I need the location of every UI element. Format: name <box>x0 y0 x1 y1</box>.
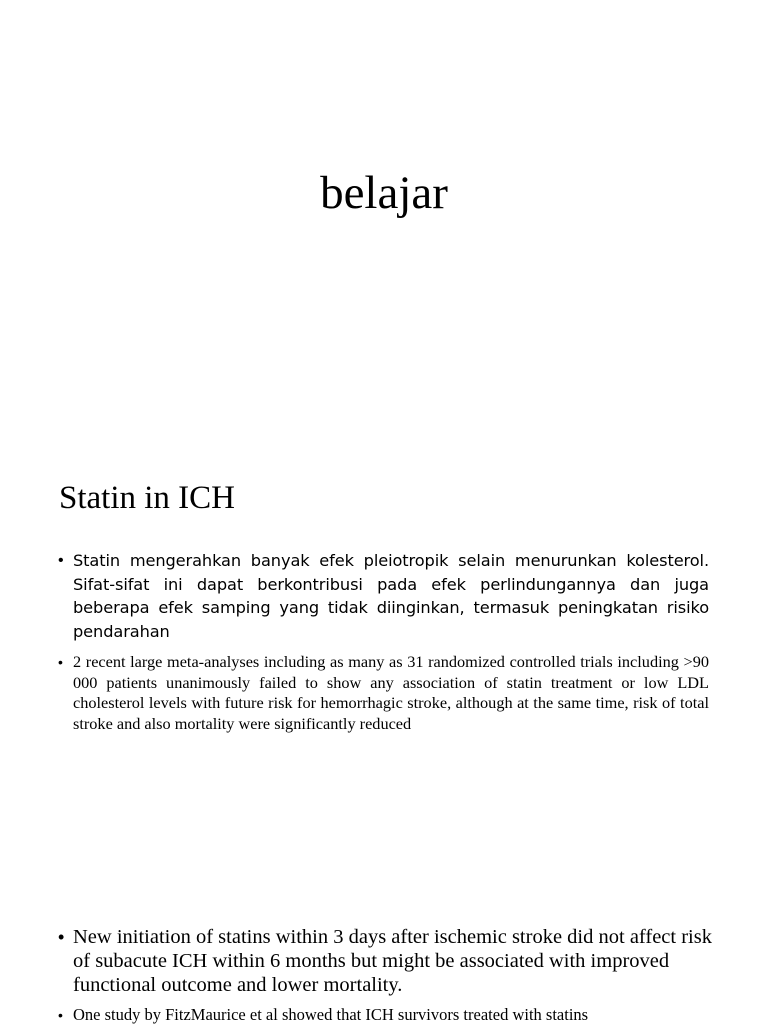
bullet-text: 2 recent large meta-analyses including as many as 31 randomized controlled trials including >90 000 patients unanimously failed to show any association of statin treatment or low LDL cholesterol levels with future risk for hemorrhagic stroke, although at the same time, risk of total stroke and also mortality were significantly reduced <box>73 652 709 734</box>
list-item <box>58 925 718 997</box>
bullet-text: Statin mengerahkan banyak efek pleiotropik selain menurunkan kolesterol. Sifat-sifat ini dapat berkontribusi pada efek perlindungannya dan juga beberapa efek samping yang tidak diinginkan, termasuk peningkatan risiko pendarahan <box>73 551 709 641</box>
slide-title: Statin in ICH <box>59 480 236 516</box>
bullet-text: One study by FitzMaurice et al showed that ICH survivors treated with statins <box>73 1005 589 1024</box>
slide-title-page <box>0 0 768 440</box>
list-item <box>58 549 709 643</box>
list-item <box>58 1005 718 1025</box>
bullet-icon: • <box>58 927 65 947</box>
list-item <box>58 652 709 735</box>
bullet-text: New initiation of statins within 3 days after ischemic stroke did not affect risk of subacute ICH within 6 months but might be associated with improved functional outcome and lower mortality. <box>73 926 712 996</box>
bullet-list <box>58 549 709 735</box>
slide-continuation <box>0 880 768 1024</box>
bullet-icon: • <box>58 654 63 670</box>
bullet-icon: • <box>58 1007 63 1023</box>
page-title: belajar <box>320 167 448 219</box>
slide-statin-in-ich <box>0 440 768 880</box>
bullet-list <box>58 925 718 1025</box>
bullet-icon: • <box>58 552 64 569</box>
